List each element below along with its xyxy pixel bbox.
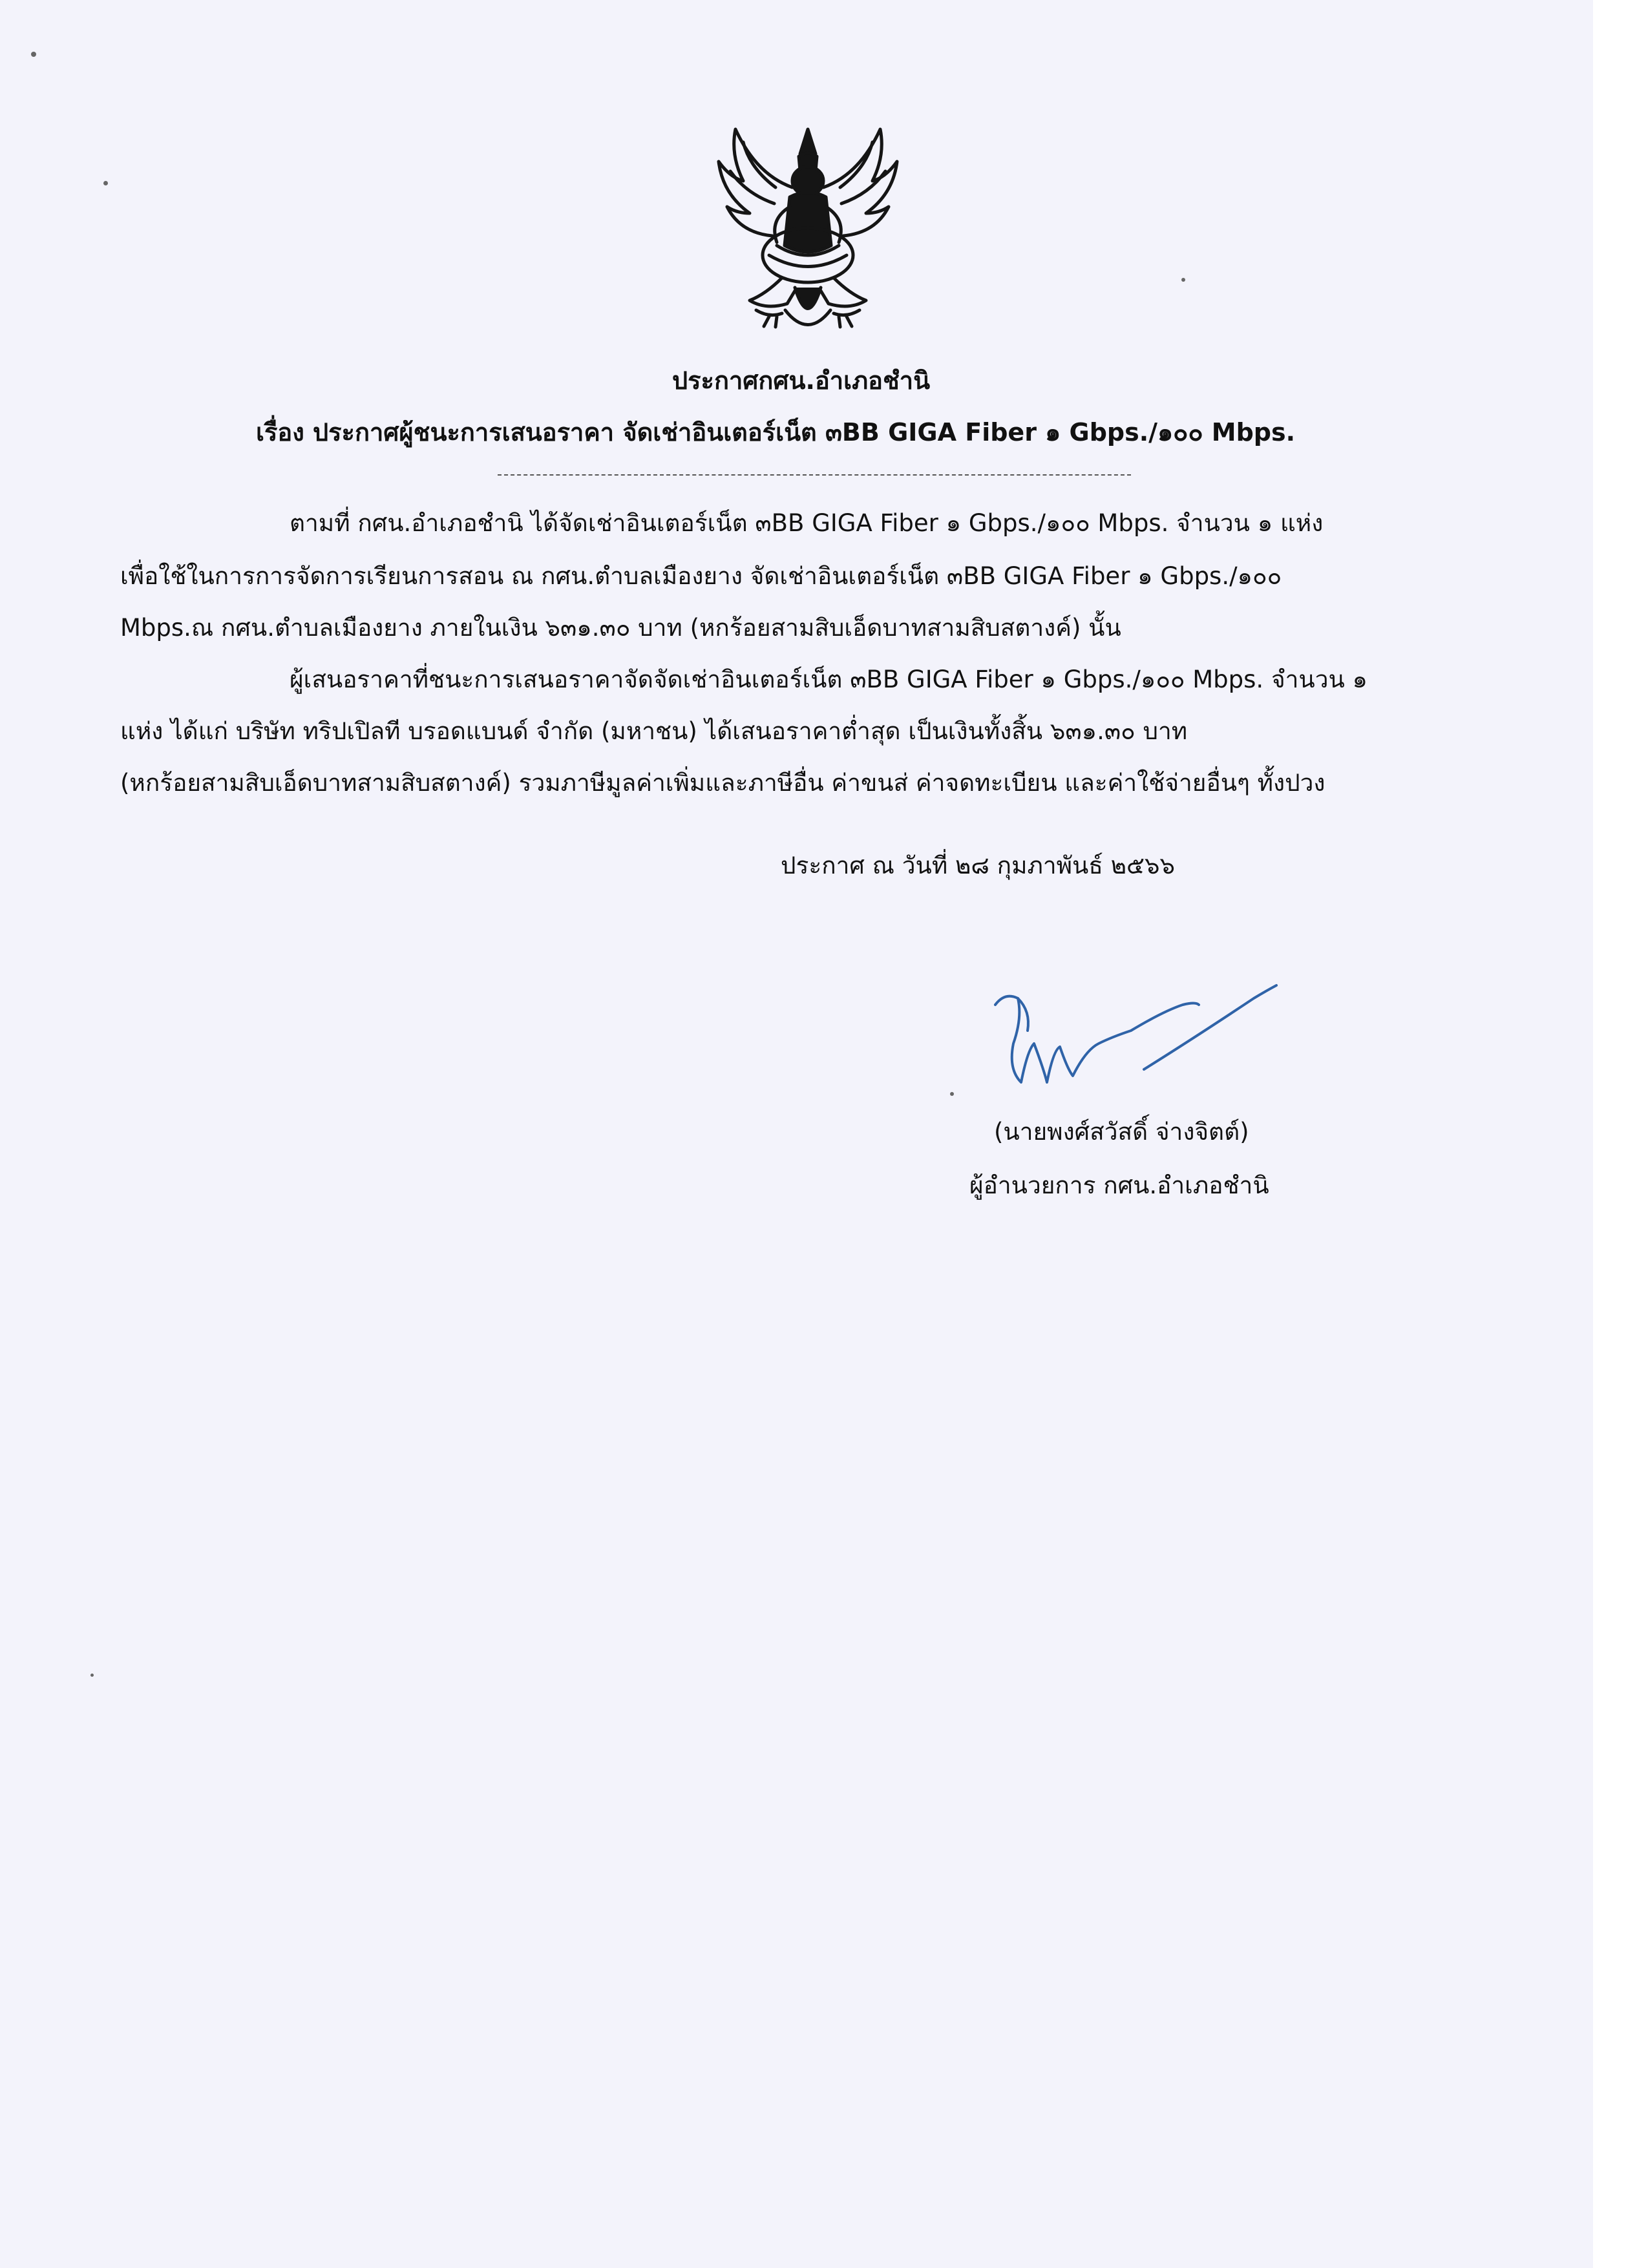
scan-speck (31, 52, 36, 57)
body-line: ตามที่ กศน.อำเภอชำนิ ได้จัดเช่าอินเตอร์เน็ต ๓BB GIGA Fiber ๑ Gbps./๑๐๐ Mbps. จำนวน ๑ แห่ง (290, 509, 1324, 537)
announcement-date: ประกาศ ณ วันที่ ๒๘ กุมภาพันธ์ ๒๕๖๖ (781, 852, 1176, 879)
body-line: ผู้เสนอราคาที่ชนะการเสนอราคาจัดจัดเช่าอินเตอร์เน็ต ๓BB GIGA Fiber ๑ Gbps./๑๐๐ Mbps. จำนวน ๑ (290, 666, 1368, 693)
signature-icon (982, 972, 1370, 1108)
body-line: (หกร้อยสามสิบเอ็ดบาทสามสิบสตางค์) รวมภาษีมูลค่าเพิ่มและภาษีอื่น ค่าขนส่ ค่าจดทะเบียน และค่าใช้จ่ายอื่นๆ ทั้งปวง (120, 769, 1326, 797)
garuda-emblem-icon (704, 116, 911, 355)
scan-speck (950, 1092, 954, 1096)
announcement-subject: เรื่อง ประกาศผู้ชนะการเสนอราคา จัดเช่าอินเตอร์เน็ต ๓BB GIGA Fiber ๑ Gbps./๑๐๐ Mbps. (256, 418, 1296, 446)
body-line: แห่ง ได้แก่ บริษัท ทริปเปิลที บรอดแบนด์ จำกัด (มหาชน) ได้เสนอราคาต่ำสุด เป็นเงินทั้งสิ้น ๖๓๑.๓๐ บาท (120, 717, 1188, 745)
section-divider (498, 474, 1131, 476)
signer-position: ผู้อำนวยการ กศน.อำเภอชำนิ (969, 1171, 1269, 1199)
scanner-margin (1593, 0, 1648, 2268)
scan-speck (103, 181, 108, 185)
announcement-title: ประกาศกศน.อำเภอชำนิ (672, 366, 931, 395)
scan-speck (1181, 278, 1185, 282)
signer-name: (นายพงศ์สวัสดิ์ จ่างจิตต์) (994, 1118, 1249, 1146)
body-line: Mbps.ณ กศน.ตำบลเมืองยาง ภายในเงิน ๖๓๑.๓๐ บาท (หกร้อยสามสิบเอ็ดบาทสามสิบสตางค์) นั้น (120, 614, 1121, 642)
body-line: เพื่อใช้ในการการจัดการเรียนการสอน ณ กศน.ตำบลเมืองยาง จัดเช่าอินเตอร์เน็ต ๓BB GIGA Fiber ๑ Gbps./๑๐๐ (120, 562, 1282, 590)
scan-speck (90, 1674, 94, 1677)
